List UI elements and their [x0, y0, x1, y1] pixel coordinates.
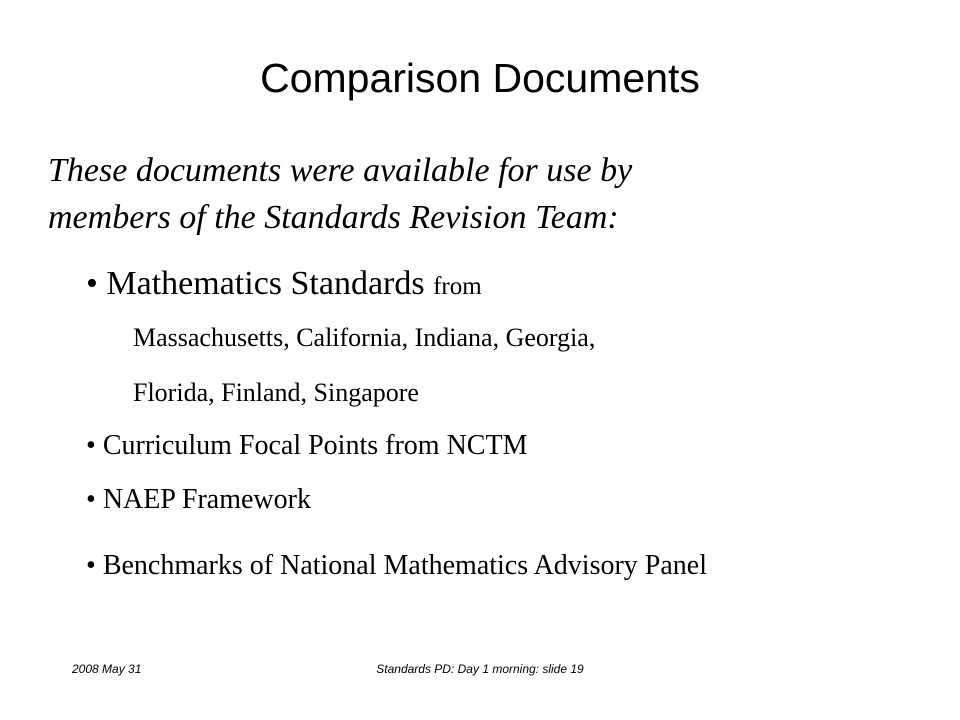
- intro-line-2: members of the Standards Revision Team:: [48, 199, 619, 236]
- standards-states-line-1: Massachusetts, California, Indiana, Georgia,: [133, 323, 596, 352]
- bullet-benchmarks-nmap: [86, 547, 707, 585]
- standards-from-word: from: [433, 273, 482, 300]
- standards-states-line-2: Florida, Finland, Singapore: [133, 378, 419, 407]
- bullet-text: NAEP Framework: [102, 484, 311, 515]
- intro-text: [48, 147, 632, 241]
- bullet-naep-framework: [86, 481, 311, 519]
- bullet-mathematics-standards: [86, 262, 482, 309]
- bullet-marker: •: [86, 484, 96, 515]
- bullet-curriculum-focal-points: [86, 427, 527, 465]
- footer-slide-info: Standards PD: Day 1 morning: slide 19: [376, 662, 584, 676]
- bullet-text: Curriculum Focal Points from NCTM: [102, 430, 528, 461]
- bullet-text: Benchmarks of National Mathematics Advisory Panel: [102, 550, 708, 581]
- footer-date: 2008 May 31: [72, 662, 142, 676]
- standards-label: Mathematics Standards: [106, 265, 425, 302]
- bullet-marker: •: [86, 550, 96, 581]
- slide-title: Comparison Documents: [260, 55, 700, 101]
- intro-line-1: These documents were available for use by: [48, 152, 633, 189]
- bullet-marker: •: [86, 430, 96, 461]
- bullet-marker: •: [86, 265, 98, 302]
